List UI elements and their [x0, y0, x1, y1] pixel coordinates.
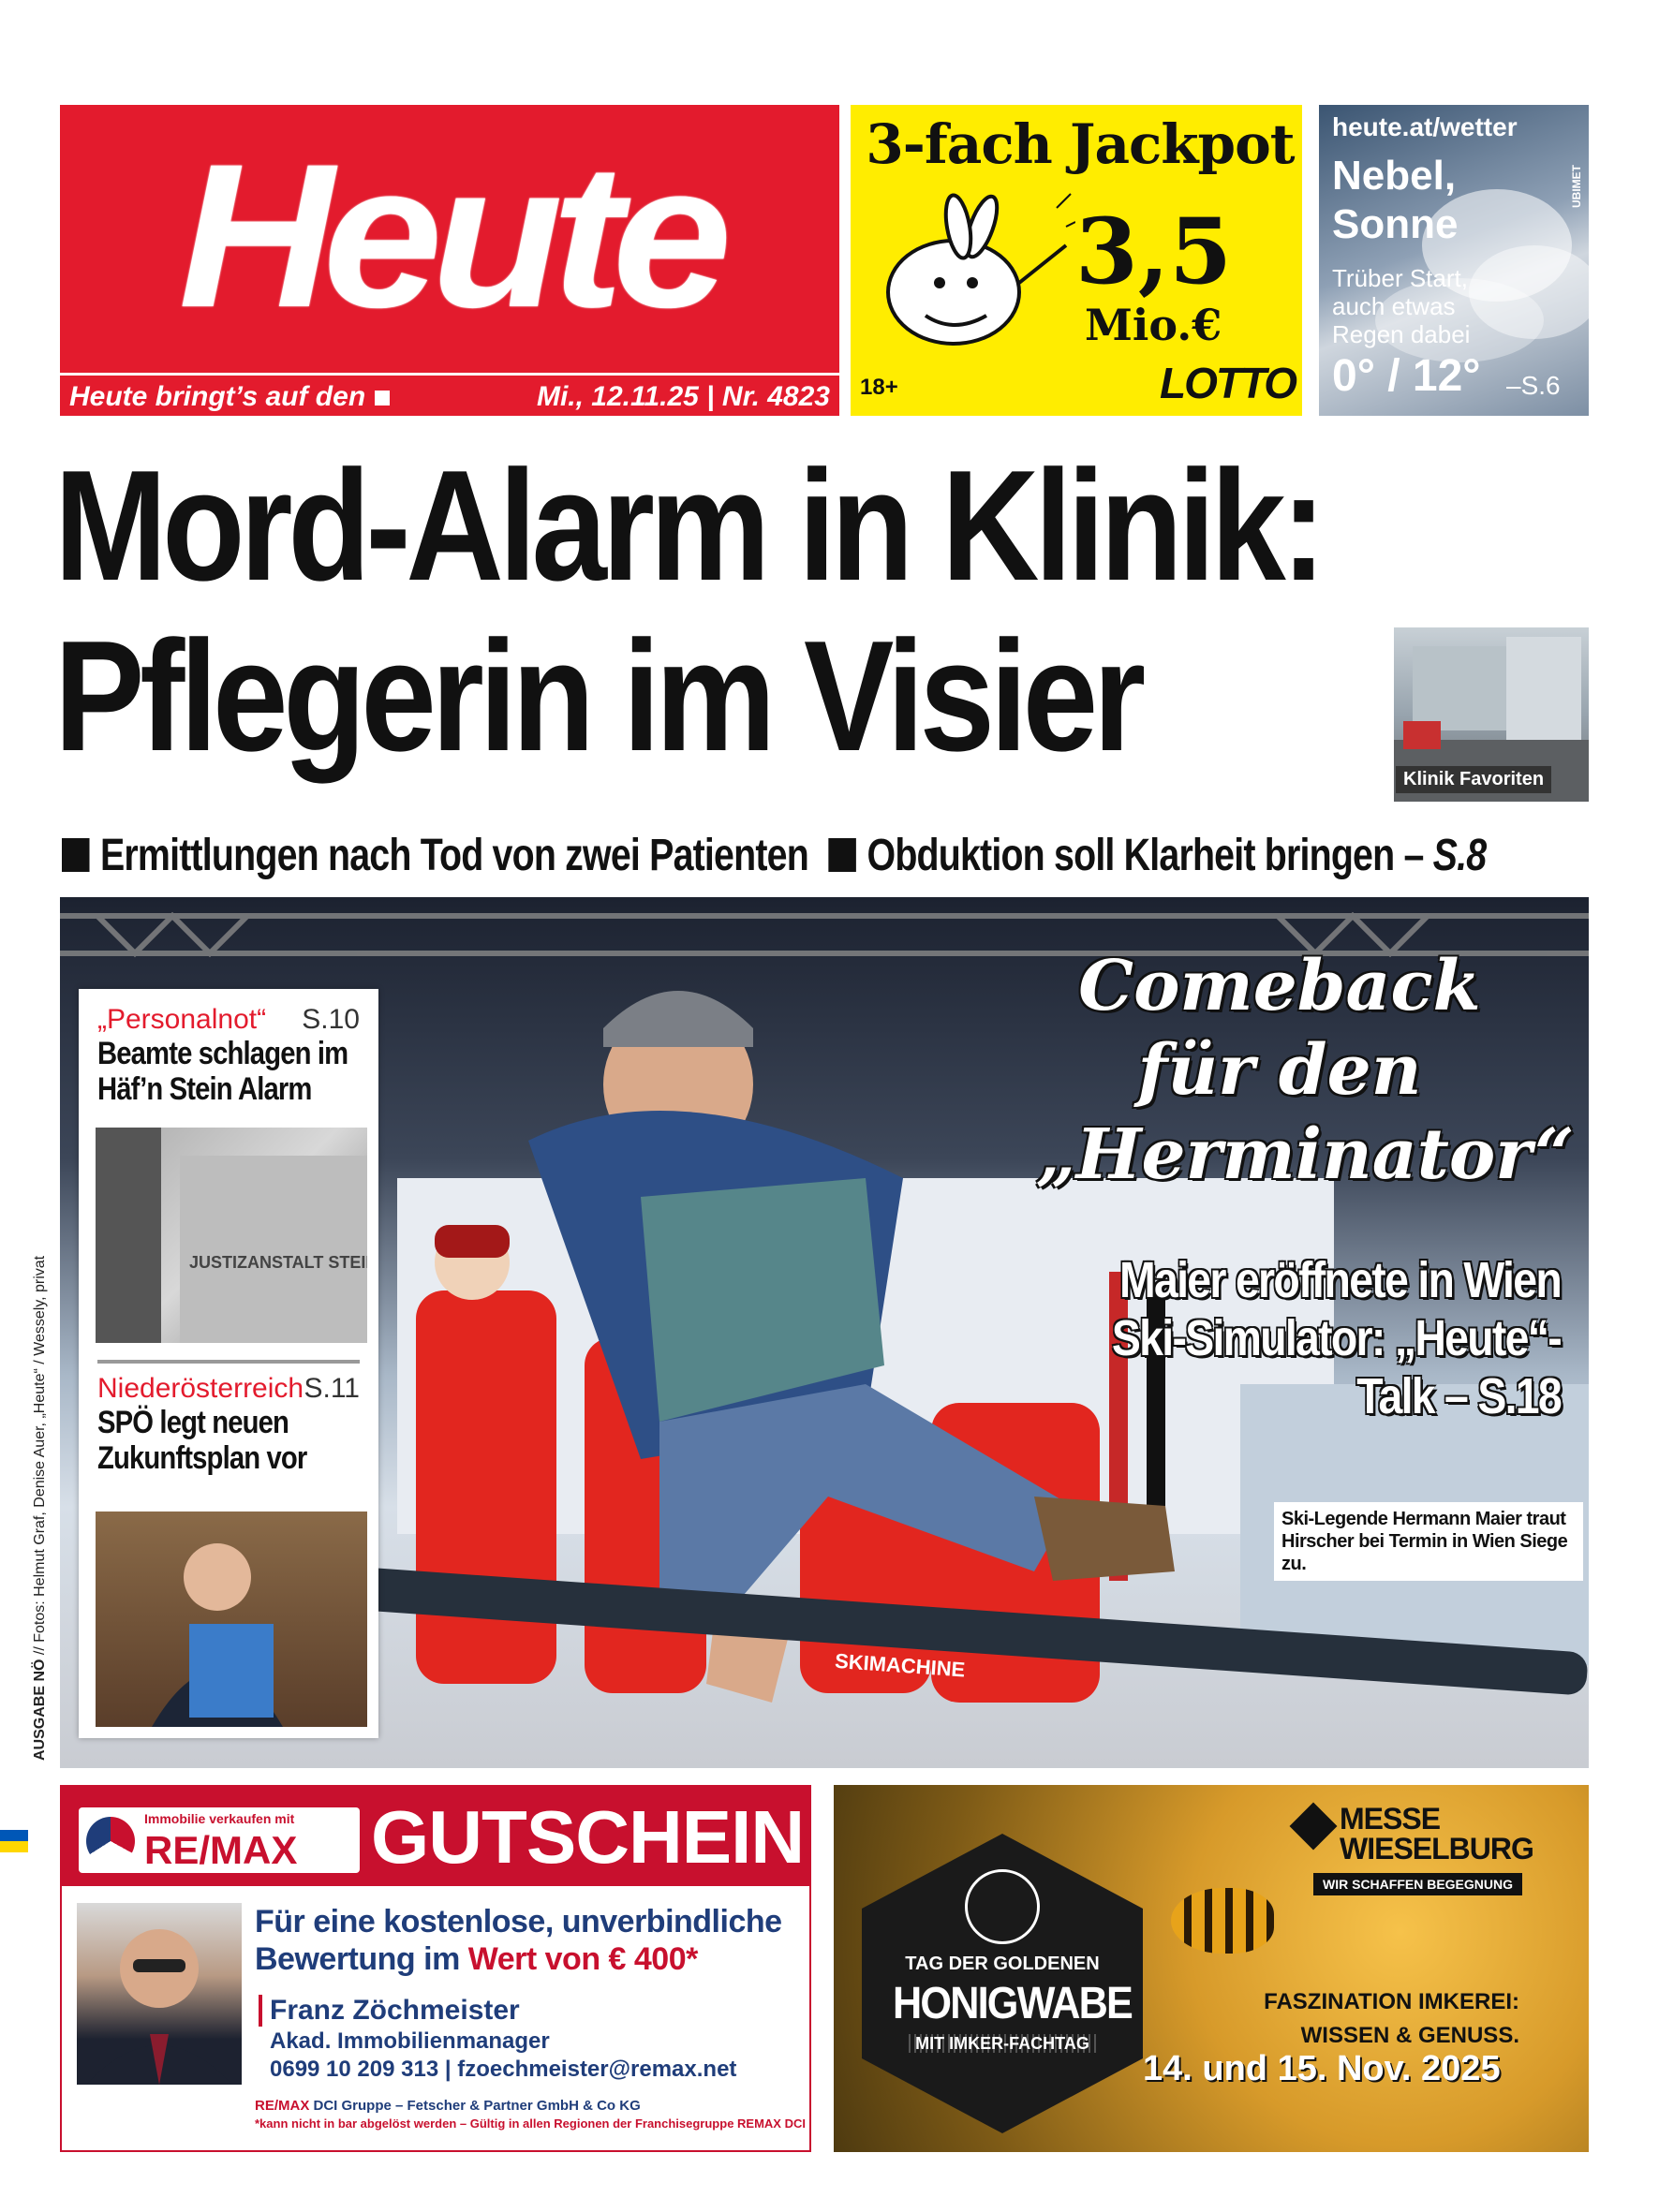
offer-line-1: Für eine kostenlose, unverbindliche [255, 1904, 782, 1939]
ubimet-logo: UBIMET [1570, 165, 1583, 208]
subline-1: Ermittlungen nach Tod von zwei Patienten [100, 831, 808, 880]
brand-line-1: MESSE [1340, 1802, 1441, 1836]
headline-line-2: Pflegerin im Visier [54, 608, 1142, 784]
weather-temperature: 0° / 12° [1332, 351, 1481, 401]
remax-brand: RE/MAX [144, 1828, 298, 1872]
messe-topic [1264, 1985, 1519, 2053]
slogan-square-icon [375, 391, 390, 406]
photo-sign: JUSTIZANSTALT STEIN [189, 1253, 367, 1272]
prison-facade-icon [96, 1128, 367, 1343]
ski-machine-label: SKIMACHINE [834, 1648, 967, 1682]
agent-contact[interactable]: 0699 10 209 313 | fzoechmeister@remax.net [270, 2057, 737, 2082]
footer-company: DCI Gruppe – Fetscher & Partner GmbH & Co KG [309, 2098, 641, 2114]
teaser-column [79, 989, 378, 1738]
subline-page-ref: S.8 [1432, 831, 1487, 880]
remax-tagline: Immobilie verkaufen mit [144, 1811, 295, 1826]
remax-disclaimer: *kann nicht in bar abgelöst werden – Gültig in allen Regionen der Franchisegruppe REMAX DCI [255, 2116, 806, 2131]
event-extra: MIT IMKER-FACHTAG [909, 2034, 1096, 2053]
slogan-text: Heute bringt’s auf den [69, 381, 366, 412]
event-kicker: TAG DER GOLDENEN [905, 1954, 1100, 1974]
politician-icon [96, 1512, 367, 1727]
teaser-2[interactable] [97, 1373, 360, 1476]
balloon-icon [86, 1817, 135, 1865]
weather-text: Trüber Start, auch etwas Regen dabei [1332, 264, 1471, 348]
agent-name: Franz Zöchmeister [259, 1995, 520, 2027]
messe-logo-icon [1290, 1803, 1338, 1851]
lotto-logo: LOTTO [1160, 359, 1296, 407]
divider [97, 1360, 360, 1364]
voucher-title: GUTSCHEIN [371, 1795, 805, 1879]
agent-title: Akad. Immobilienmanager [270, 2028, 550, 2054]
teaser-page: S.10 [302, 1004, 360, 1035]
subline-2: Obduktion soll Klarheit bringen – [867, 831, 1424, 880]
event-title: HONIGWABE [893, 1979, 1133, 2028]
offer-text [255, 1903, 798, 1978]
messe-ad[interactable] [834, 1785, 1589, 2152]
masthead-bar [60, 373, 839, 416]
topic-line-2: WISSEN & GENUSS. [1300, 2023, 1519, 2048]
offer-value: Wert von € 400* [467, 1941, 698, 1977]
lotto-unit: Mio.€ [1085, 300, 1222, 350]
lotto-ad[interactable] [851, 105, 1302, 416]
teaser-kicker: Niederösterreich [97, 1373, 304, 1404]
bullet-square-icon [62, 838, 90, 872]
bullet-square-icon [829, 838, 857, 872]
hero-title: Comeback für den „Herminator“ [1036, 946, 1575, 1195]
remax-logo [79, 1807, 360, 1873]
messe-slogan: WIR SCHAFFEN BEGEGNUNG [1313, 1873, 1522, 1895]
weather-page-ref: –S.6 [1506, 371, 1561, 400]
teaser-kicker: „Personalnot“ [97, 1004, 267, 1035]
footer-brand: RE/MAX [255, 2098, 310, 2114]
remax-banner [62, 1787, 809, 1886]
lotto-amount: 3,5 [1075, 199, 1233, 304]
slogan [69, 381, 390, 413]
teaser-1[interactable] [97, 1004, 360, 1107]
lotto-mascot-icon [869, 189, 1075, 376]
lead-subline [62, 830, 1487, 881]
klinik-photo-caption: Klinik Favoriten [1396, 766, 1551, 793]
edition-label: AUSGABE NÖ [32, 1659, 48, 1761]
lotto-title: 3-fach Jackpot [866, 112, 1295, 176]
flag-icon [0, 1830, 28, 1852]
weather-url[interactable]: heute.at/wetter [1332, 112, 1518, 141]
remax-ad[interactable] [60, 1785, 811, 2152]
photo-credit [32, 1256, 49, 1761]
lead-headline[interactable] [54, 437, 1375, 784]
masthead [60, 105, 839, 416]
agent-photo [77, 1903, 242, 2085]
event-date: 14. und 15. Nov. 2025 [1143, 2049, 1501, 2088]
teaser-page: S.11 [304, 1373, 360, 1404]
teaser-2-photo[interactable] [96, 1512, 367, 1727]
teaser-1-photo[interactable] [96, 1128, 367, 1343]
remax-footer [255, 2098, 641, 2114]
messe-brand [1340, 1804, 1533, 1864]
hero-subtitle: Maier eröffnete in Wien Ski-Simulator: „Heute“-Talk – S.18 [1111, 1252, 1561, 1424]
logo: Heute [178, 121, 721, 350]
age-notice: 18+ [860, 375, 898, 400]
teaser-headline: SPÖ legt neuen Zukunftsplan vor [97, 1405, 307, 1476]
credit-text: // Fotos: Helmut Graf, Denise Auer, „Heute“ / Wessely, privat [32, 1255, 48, 1659]
issue-date: Mi., 12.11.25 | Nr. 4823 [536, 381, 830, 412]
offer-line-2a: Bewertung im [255, 1941, 468, 1977]
topic-line-1: FASZINATION IMKEREI: [1264, 1989, 1519, 2014]
weather-headline: Nebel, Sonne [1332, 153, 1459, 247]
teaser-headline: Beamte schlagen im Häf’n Stein Alarm [97, 1036, 348, 1107]
bee-icon [1171, 1888, 1274, 1954]
headline-line-1: Mord-Alarm in Klinik: [54, 437, 1322, 613]
person-icon [77, 1903, 242, 2085]
honeycomb-icon [965, 1869, 1040, 1944]
hero-caption: Ski-Legende Hermann Maier traut Hirscher bei Termin in Wien Siege zu. [1274, 1502, 1583, 1581]
weather-box[interactable] [1319, 105, 1589, 416]
brand-line-2: WIESELBURG [1340, 1832, 1533, 1865]
